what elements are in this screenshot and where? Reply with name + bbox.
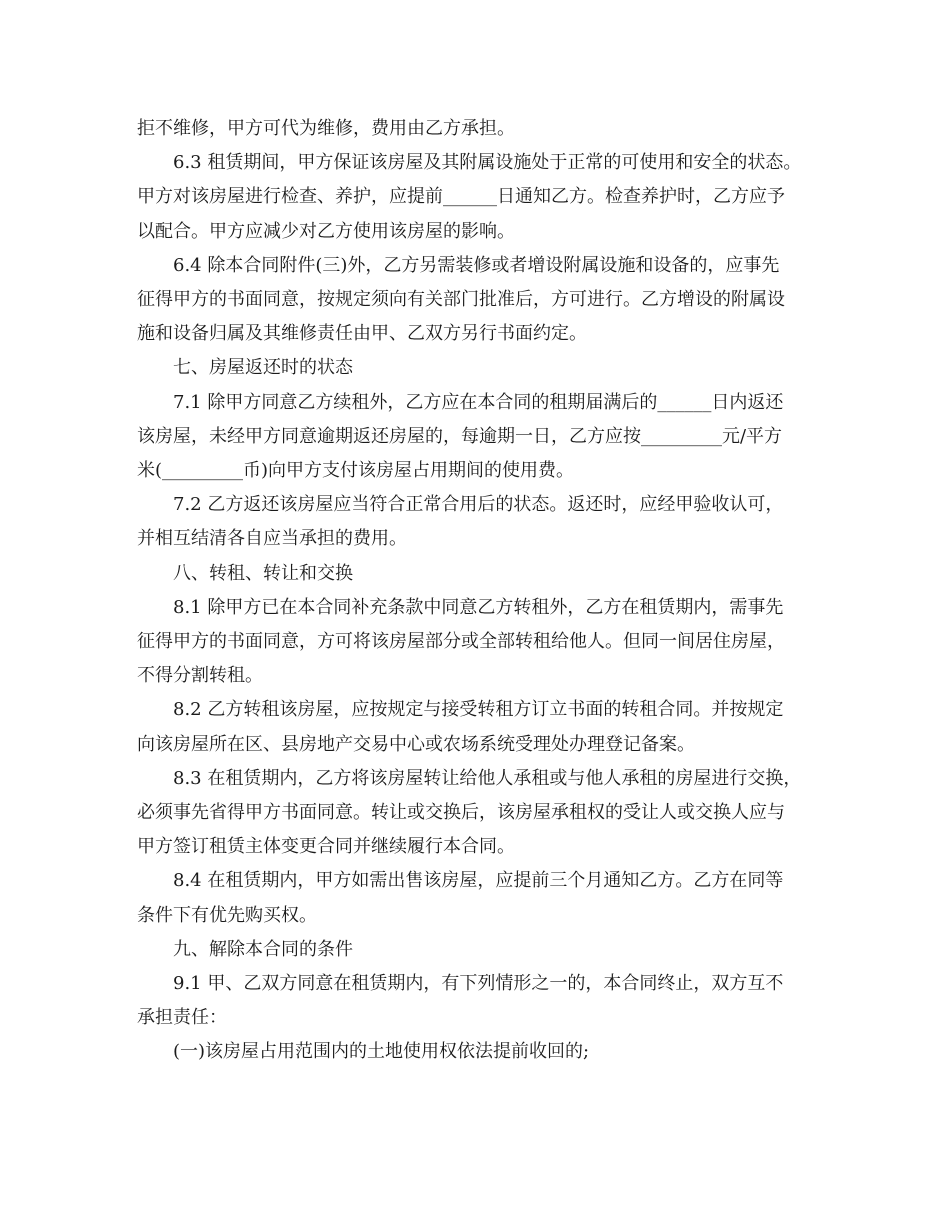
clause-8-3-line: 8.3 在租赁期内，乙方将该房屋转让给他人承租或与他人承租的房屋进行交换， [173, 767, 802, 789]
paragraph-line: 向该房屋所在区、县房地产交易中心或农场系统受理处办理登记备案。 [137, 733, 695, 755]
paragraph-line: 拒不维修，甲方可代为维修，费用由乙方承担。 [137, 118, 515, 139]
clause-9-1-line: 9.1 甲、乙双方同意在租赁期内，有下列情形之一的，本合同终止，双方互不 [173, 973, 784, 995]
section-heading-8: 八、转租、转让和交换 [173, 562, 353, 584]
paragraph-line: 米(_________币)向甲方支付该房屋占用期间的使用费。 [137, 460, 575, 482]
paragraph-line: 承担责任： [137, 1007, 227, 1029]
clause-8-1-line: 8.1 除甲方已在本合同补充条款中同意乙方转租外，乙方在租赁期内，需事先 [173, 596, 784, 618]
clause-7-2-line: 7.2 乙方返还该房屋应当符合正常合用后的状态。返还时，应经甲验收认可， [173, 494, 784, 516]
clause-7-1-line: 7.1 除甲方同意乙方续租外，乙方应在本合同的租期届满后的______日内返还 [173, 391, 784, 413]
paragraph-line: 施和设备归属及其维修责任由甲、乙双方另行书面约定。 [137, 323, 587, 345]
clause-8-2-line: 8.2 乙方转租该房屋，应按规定与接受转租方订立书面的转租合同。并按规定 [173, 699, 784, 721]
clause-6-4-line: 6.4 除本合同附件(三)外，乙方另需装修或者增设附属设施和设备的，应事先 [173, 254, 780, 276]
paragraph-line: 征得甲方的书面同意，方可将该房屋部分或全部转租给他人。但同一间居住房屋， [137, 631, 785, 653]
section-heading-9: 九、解除本合同的条件 [173, 938, 353, 960]
list-item-1: (一)该房屋占用范围内的土地使用权依法提前收回的; [173, 1041, 590, 1063]
paragraph-line: 甲方签订租赁主体变更合同并继续履行本合同。 [137, 836, 515, 858]
contract-body [137, 112, 827, 1070]
paragraph-line: 不得分割转租。 [137, 665, 263, 687]
paragraph-line: 征得甲方的书面同意，按规定须向有关部门批准后，方可进行。乙方增设的附属设 [137, 289, 785, 311]
section-heading-7: 七、房屋返还时的状态 [173, 357, 353, 379]
paragraph-line: 必须事先省得甲方书面同意。转让或交换后，该房屋承租权的受让人或交换人应与 [137, 802, 785, 824]
paragraph-line: 条件下有优先购买权。 [137, 904, 317, 926]
clause-8-4-line: 8.4 在租赁期内，甲方如需出售该房屋，应提前三个月通知乙方。乙方在同等 [173, 870, 784, 892]
paragraph-line: 以配合。甲方应减少对乙方使用该房屋的影响。 [137, 220, 515, 242]
paragraph-line: 并相互结清各自应当承担的费用。 [137, 528, 407, 550]
paragraph-line: 该房屋，未经甲方同意逾期返还房屋的，每逾期一日，乙方应按_________元/平方 [137, 425, 783, 447]
paragraph-line: 甲方对该房屋进行检查、养护，应提前______日通知乙方。检查养护时，乙方应予 [137, 186, 785, 208]
clause-6-3-line: 6.3 租赁期间，甲方保证该房屋及其附属设施处于正常的可使用和安全的状态。 [173, 152, 802, 174]
